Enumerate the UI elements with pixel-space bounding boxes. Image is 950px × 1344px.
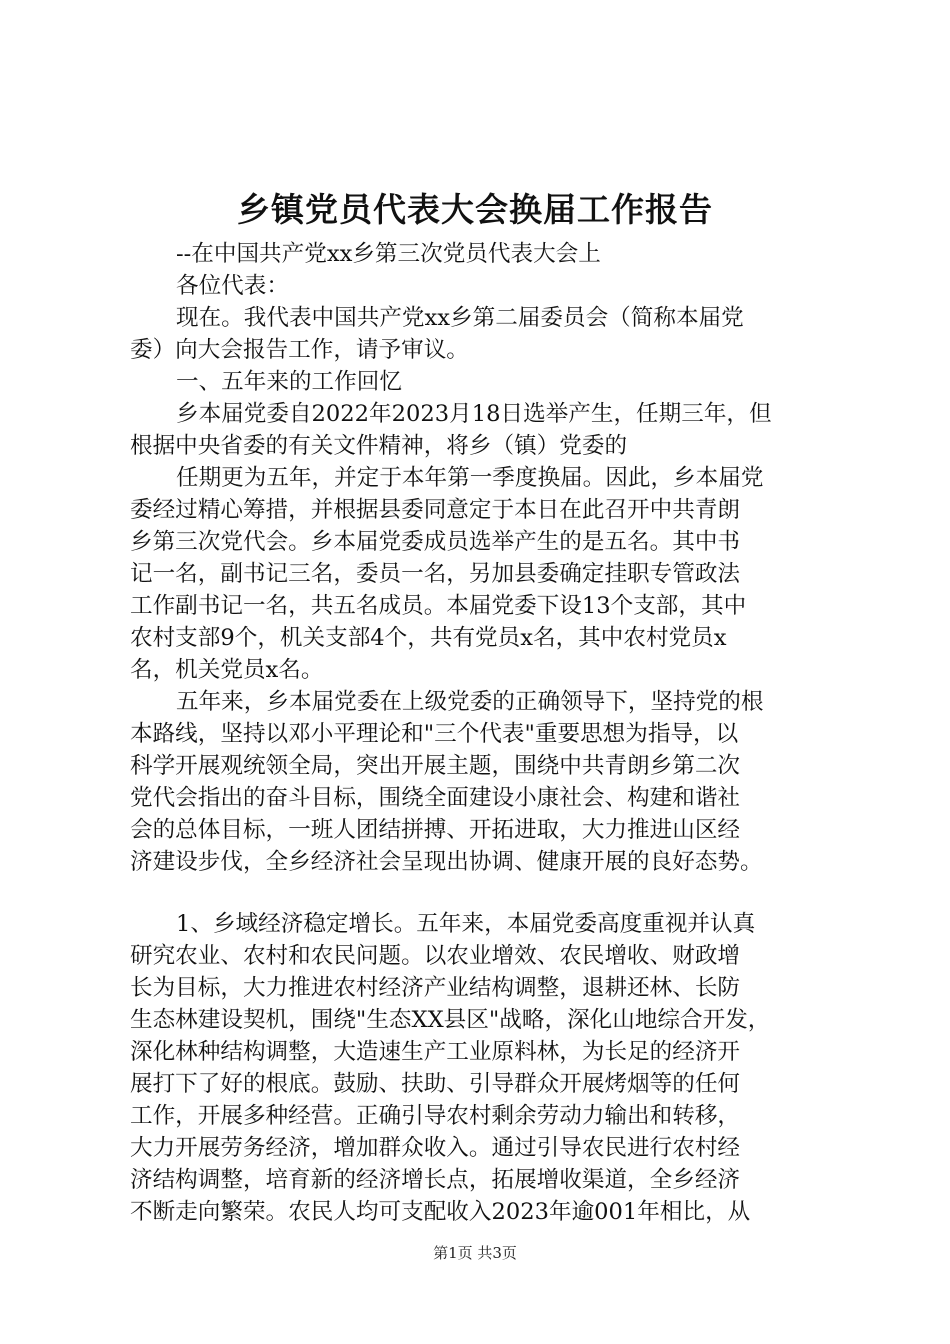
body-text-line: 农村支部9个，机关支部4个，共有党员x名，其中农村党员x: [130, 625, 727, 651]
body-text-line: 各位代表：: [176, 273, 289, 299]
body-text-line: 工作副书记一名，共五名成员。本届党委下设13个支部，其中: [130, 593, 747, 619]
body-text-line: 现在。我代表中国共产党xx乡第二届委员会（简称本届党: [176, 305, 744, 331]
body-text-line: 济结构调整，培育新的经济增长点，拓展增收渠道，全乡经济: [130, 1167, 741, 1193]
body-text-line: 任期更为五年，并定于本年第一季度换届。因此，乡本届党: [176, 465, 764, 491]
blank-line: [130, 878, 830, 908]
body-text-line: 大力开展劳务经济，增加群众收入。通过引导农民进行农村经: [130, 1135, 741, 1161]
body-text-line: 济建设步伐，全乡经济社会呈现出协调、健康开展的良好态势。: [130, 849, 763, 875]
body-text-line: 本路线，坚持以邓小平理论和"三个代表"重要思想为指导，以: [130, 721, 739, 747]
body-text-line: 乡本届党委自2022年2023月18日选举产生，任期三年，但: [176, 401, 772, 427]
body-text-line: 展打下了好的根底。鼓励、扶助、引导群众开展烤烟等的任何: [130, 1071, 741, 1097]
document-title: 乡镇党员代表大会换届工作报告: [237, 190, 713, 229]
body-text-line: 生态林建设契机，围绕"生态XX县区"战略，深化山地综合开发，: [130, 1007, 771, 1033]
body-text-line: 五年来，乡本届党委在上级党委的正确领导下，坚持党的根: [176, 689, 764, 715]
body-text-line: 不断走向繁荣。农民人均可支配收入2023年逾001年相比，从: [130, 1199, 751, 1225]
body-text-line: 深化林种结构调整，大造速生产工业原料林，为长足的经济开: [130, 1039, 741, 1065]
body-text-line: 科学开展观统领全局，突出开展主题，围绕中共青朗乡第二次: [130, 753, 741, 779]
body-text-line: 研究农业、农村和农民问题。以农业增效、农民增收、财政增: [130, 943, 741, 969]
body-text-line: 长为目标，大力推进农村经济产业结构调整，退耕还林、长防: [130, 975, 741, 1001]
body-text-line: 根据中央省委的有关文件精神，将乡（镇）党委的: [130, 433, 628, 459]
page-footer: 第1页 共3页: [433, 1244, 517, 1262]
body-text-line: 工作，开展多种经营。正确引导农村剩余劳动力输出和转移，: [130, 1103, 741, 1129]
body-text-line: 一、五年来的工作回忆: [176, 369, 402, 395]
body-text-line: 委）向大会报告工作，请予审议。: [130, 337, 469, 363]
body-text-line: 委经过精心筹措，并根据县委同意定于本日在此召开中共青朗: [130, 497, 741, 523]
body-text-line: 会的总体目标，一班人团结拼搏、开拓进取，大力推进山区经: [130, 817, 741, 843]
document-body: [130, 238, 830, 1228]
body-text-line: 名，机关党员x名。: [130, 657, 324, 683]
body-text-line: 乡第三次党代会。乡本届党委成员选举产生的是五名。其中书: [130, 529, 741, 555]
body-text-line: 1、乡域经济稳定增长。五年来，本届党委高度重视并认真: [176, 911, 756, 937]
body-text-line: --在中国共产党xx乡第三次党员代表大会上: [176, 241, 601, 267]
body-text-line: 党代会指出的奋斗目标，围绕全面建设小康社会、构建和谐社: [130, 785, 741, 811]
body-text-line: 记一名，副书记三名，委员一名，另加县委确定挂职专管政法: [130, 561, 741, 587]
